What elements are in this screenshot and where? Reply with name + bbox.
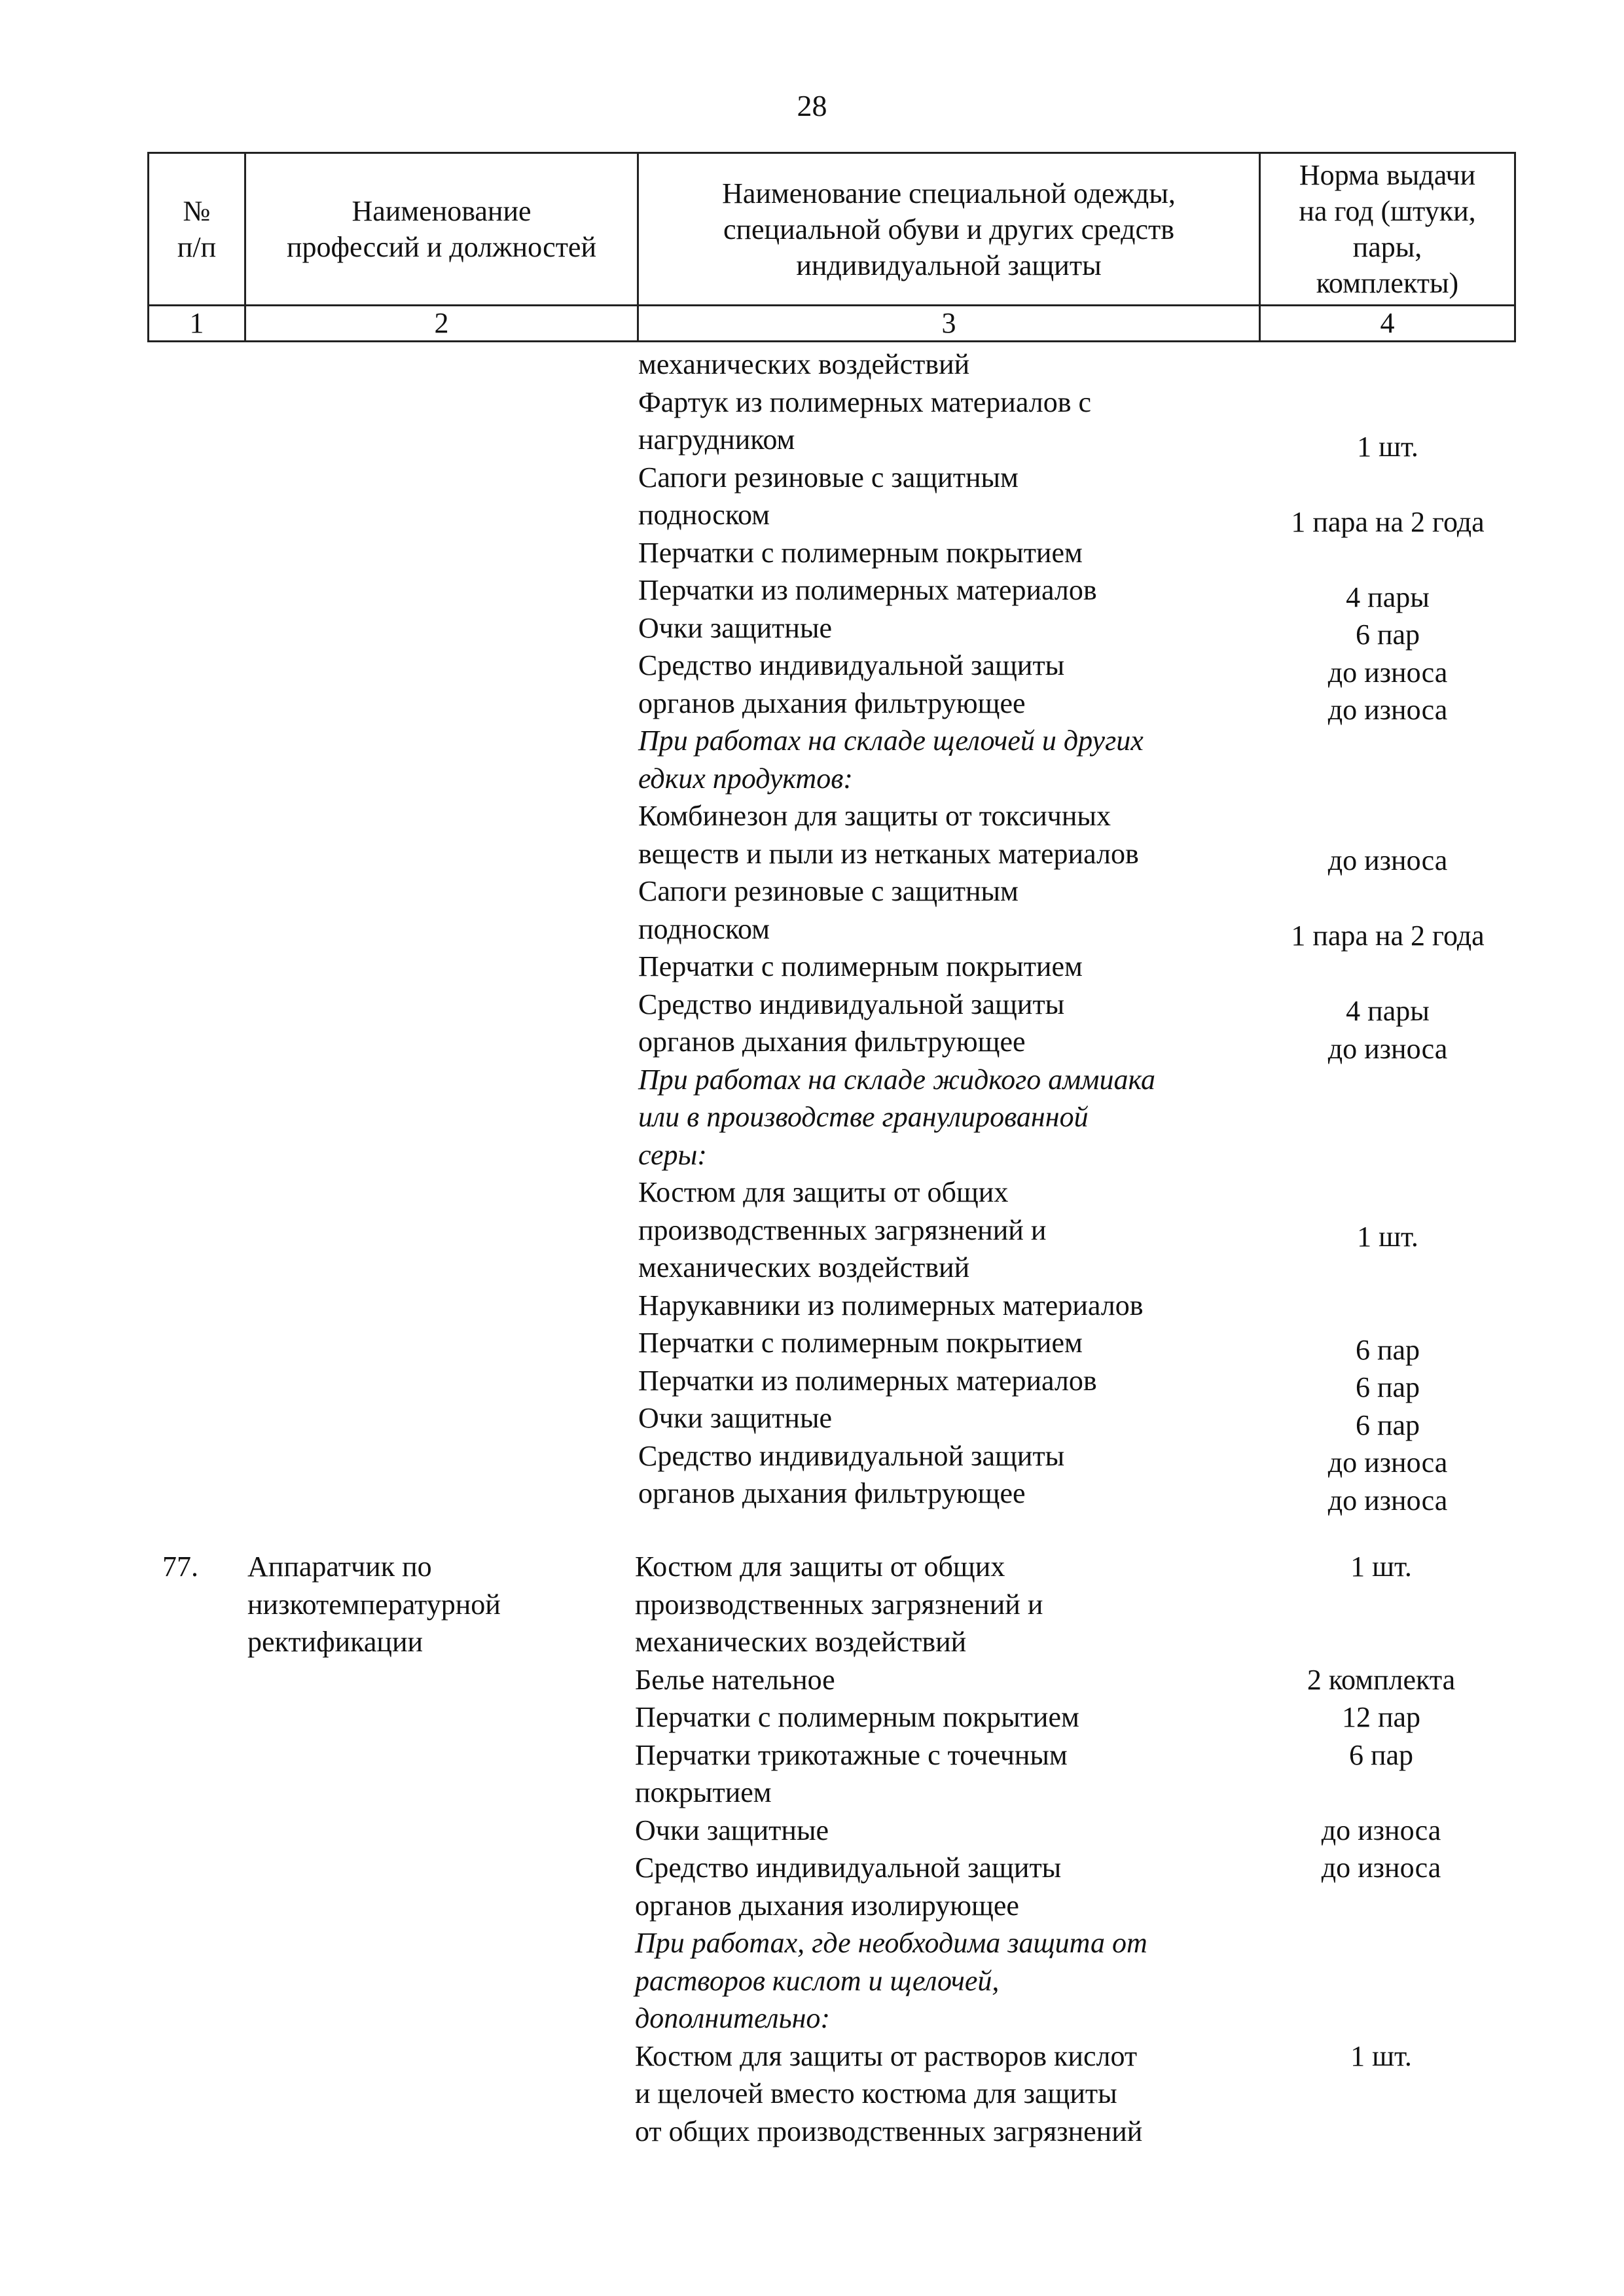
item-line: и щелочей вместо костюма для защиты — [635, 2077, 1117, 2109]
norm-value — [1250, 1067, 1525, 1105]
header-col-equipment-line: индивидуальной защиты — [796, 249, 1102, 281]
item-line: механических воздействий — [638, 348, 970, 380]
profession-line: ректификации — [247, 1626, 424, 1658]
item-line: Фартук из полимерных материалов с — [638, 386, 1092, 418]
item-line: Очки защитные — [638, 1402, 833, 1434]
item-line: механических воздействий — [638, 1251, 970, 1283]
item-line: Перчатки с полимерным покрытием — [638, 536, 1083, 569]
condition-line: растворов кислот и щелочей, — [635, 1964, 1000, 1997]
header-col-equipment — [638, 153, 1260, 306]
item-line: Сапоги резиновые с защитным — [638, 875, 1019, 907]
norm-value — [1250, 766, 1525, 804]
condition-line: дополнительно: — [635, 2002, 831, 2034]
header-col-norm-line: Норма выдачи — [1299, 159, 1476, 191]
norm-value: 6 пар — [1355, 1408, 1420, 1441]
header-col-profession — [245, 153, 638, 306]
norm-value: до износа — [1327, 1446, 1448, 1479]
norm-value — [1244, 2113, 1519, 2151]
block1-norms — [1250, 390, 1525, 1557]
condition-line: При работах, где необходима защита от — [635, 1927, 1147, 1959]
item-line: покрытием — [635, 1776, 772, 1808]
norm-value — [1250, 465, 1525, 503]
header-col-number — [149, 153, 245, 306]
norm-value: 6 пар — [1348, 1738, 1414, 1771]
item-line: Перчатки с полимерным покрытием — [635, 1701, 1079, 1733]
norm-value — [1250, 1256, 1525, 1294]
header-col-number-line: № — [183, 195, 211, 227]
column-number-row — [149, 306, 1515, 342]
item-line: органов дыхания фильтрующее — [638, 1026, 1026, 1058]
item-line: нагрудником — [638, 423, 795, 456]
norm-value — [1250, 955, 1525, 993]
norm-value — [1244, 1887, 1519, 1925]
norm-value: до износа — [1327, 1032, 1448, 1065]
header-col-profession-line: профессий и должностей — [286, 231, 597, 263]
condition-line: При работах на складе жидкого аммиака — [638, 1063, 1155, 1096]
norm-value: 1 шт. — [1357, 430, 1418, 463]
block2-items — [635, 1548, 1257, 2150]
block2-norms — [1244, 1548, 1519, 2150]
norm-value: до износа — [1321, 1852, 1441, 1884]
item-line: Перчатки с полимерным покрытием — [638, 950, 1083, 982]
norm-value — [1250, 729, 1525, 767]
norm-value: 6 пар — [1355, 619, 1420, 651]
page-number: 28 — [797, 89, 827, 122]
header-col-equipment-line: специальной обуви и других средств — [723, 213, 1175, 245]
header-col-norm-line: на год (штуки, — [1299, 195, 1476, 227]
header-col-norm — [1260, 153, 1515, 306]
condition-line: едких продуктов: — [638, 762, 853, 795]
item-line: Средство индивидуальной защиты — [638, 988, 1065, 1020]
norm-value: до износа — [1327, 1484, 1448, 1516]
item-line: подноском — [638, 499, 770, 531]
item-line: Сапоги резиновые с защитным — [638, 461, 1019, 493]
condition-line: или в производстве гранулированной — [638, 1101, 1089, 1133]
item-line: от общих производственных загрязнений — [635, 2115, 1143, 2147]
norm-value — [1250, 880, 1525, 918]
header-col-number-line: п/п — [177, 231, 217, 263]
item-line: производственных загрязнений и — [638, 1213, 1047, 1246]
norm-value — [1244, 2000, 1519, 2037]
norm-value — [1244, 1623, 1519, 1661]
norm-value — [1244, 1586, 1519, 1624]
column-number: 1 — [149, 306, 245, 342]
item-line: органов дыхания фильтрующее — [638, 687, 1026, 719]
item-line: органов дыхания изолирующее — [635, 1889, 1019, 1922]
norm-value — [1244, 1962, 1519, 2000]
item-line: Костюм для защиты от растворов кислот — [635, 2039, 1138, 2072]
item-line: Перчатки с полимерным покрытием — [638, 1327, 1083, 1359]
norm-value: 4 пары — [1346, 581, 1430, 613]
header-col-norm-line: пары, — [1352, 231, 1422, 263]
item-line: Очки защитные — [635, 1814, 829, 1846]
header-col-equipment-line: Наименование специальной одежды, — [722, 177, 1176, 209]
column-number: 4 — [1260, 306, 1515, 342]
norm-value — [1244, 1924, 1519, 1962]
profession-name — [247, 1548, 501, 1661]
condition-line: При работах на складе щелочей и других — [638, 725, 1144, 757]
item-line: Костюм для защиты от общих — [638, 1176, 1009, 1208]
header-col-profession-line: Наименование — [352, 195, 532, 227]
header-col-norm-line: комплекты) — [1316, 267, 1459, 299]
norm-value: до износа — [1327, 844, 1448, 876]
item-line: механических воздействий — [635, 1626, 967, 1658]
item-line: Костюм для защиты от общих — [635, 1551, 1005, 1583]
column-number: 2 — [245, 306, 638, 342]
norm-value: 1 шт. — [1357, 1221, 1418, 1253]
entry-number: 77. — [162, 1551, 198, 1583]
item-line: подноском — [638, 912, 770, 945]
item-line: Белье нательное — [635, 1663, 835, 1696]
norm-value — [1250, 1105, 1525, 1143]
norm-value — [1250, 390, 1525, 428]
norm-value: 6 пар — [1355, 1371, 1420, 1403]
norm-value: 6 пар — [1355, 1333, 1420, 1366]
norm-value: 12 пар — [1341, 1701, 1421, 1733]
item-line: Перчатки из полимерных материалов — [638, 574, 1097, 606]
norm-value: 1 шт. — [1350, 1551, 1412, 1583]
item-line: Средство индивидуальной защиты — [638, 649, 1065, 681]
norm-value: до износа — [1327, 694, 1448, 726]
norm-value: 2 комплекта — [1307, 1663, 1456, 1696]
norm-value: 1 шт. — [1350, 2039, 1412, 2072]
item-line: Очки защитные — [638, 611, 833, 644]
item-line: веществ и пыли из нетканых материалов — [638, 837, 1139, 870]
norm-value: до износа — [1321, 1814, 1441, 1846]
norm-value — [1250, 804, 1525, 842]
item-line: Нарукавники из полимерных материалов — [638, 1289, 1144, 1321]
item-line: Комбинезон для защиты от токсичных — [638, 800, 1111, 832]
table-header — [147, 152, 1516, 342]
norm-value — [1250, 1143, 1525, 1181]
block1-items — [638, 346, 1260, 1513]
norm-value — [1250, 1293, 1525, 1331]
norm-value: 1 пара на 2 года — [1291, 505, 1485, 538]
norm-value — [1250, 541, 1525, 579]
column-number: 3 — [638, 306, 1260, 342]
norm-value — [1250, 1181, 1525, 1219]
norm-value — [1244, 2075, 1519, 2113]
item-line: Перчатки из полимерных материалов — [638, 1364, 1097, 1397]
item-line: Перчатки трикотажные с точечным — [635, 1738, 1068, 1771]
condition-line: серы: — [638, 1138, 707, 1171]
norm-value — [1244, 1774, 1519, 1812]
profession-line: Аппаратчик по — [247, 1551, 432, 1583]
profession-line: низкотемпературной — [247, 1588, 501, 1621]
item-line: органов дыхания фильтрующее — [638, 1477, 1026, 1509]
item-line: Средство индивидуальной защиты — [635, 1852, 1062, 1884]
norm-value: 4 пары — [1346, 995, 1430, 1027]
item-line: производственных загрязнений и — [635, 1588, 1043, 1621]
norm-value: до износа — [1327, 656, 1448, 689]
norm-value: 1 пара на 2 года — [1291, 920, 1485, 952]
item-line: Средство индивидуальной защиты — [638, 1439, 1065, 1472]
